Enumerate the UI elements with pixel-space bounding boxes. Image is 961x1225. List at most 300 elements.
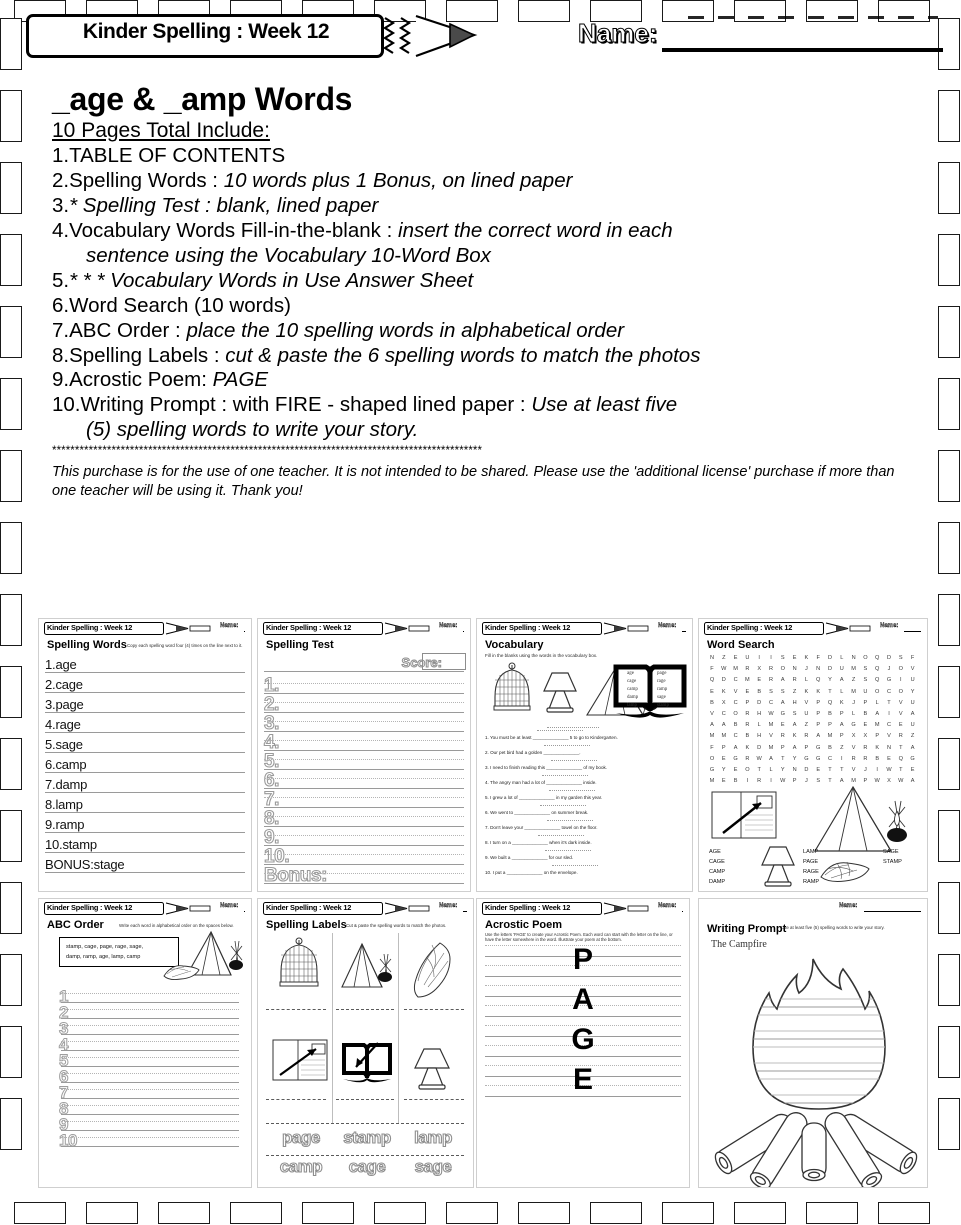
word-search-cell: S <box>769 688 773 695</box>
toc-item-emphasis: Use at least five <box>531 393 678 417</box>
word-search-cell: E <box>816 767 821 773</box>
word-search-cell: Z <box>722 655 726 661</box>
test-number: 9. <box>264 827 280 848</box>
vocab-box-word: damp <box>627 695 639 700</box>
vocab-blank-dotted <box>542 775 588 776</box>
word-search-cell: R <box>745 666 750 673</box>
word-search-cell: M <box>709 733 715 740</box>
write-line-dotted[interactable] <box>264 835 464 836</box>
word-search-cell: V <box>910 666 915 673</box>
word-search-word: STAMP <box>883 859 902 865</box>
abc-box-line-1: stamp, cage, page, rage, sage, <box>66 944 144 950</box>
write-line[interactable] <box>264 750 464 751</box>
vocab-box-word: stamp <box>657 703 669 708</box>
word-search-cell: E <box>733 767 738 773</box>
name-field-group[interactable] <box>578 12 943 60</box>
write-line[interactable] <box>45 852 245 853</box>
thumb-instruction: Cut & paste the spelling words to match the photos. <box>346 923 447 928</box>
word-search-cell: M <box>827 733 833 740</box>
word-search-cell: Q <box>816 677 821 684</box>
thumbnail-writing-prompt[interactable] <box>698 898 928 1188</box>
word-search-cell: H <box>757 733 762 740</box>
word-search-cell: O <box>745 767 750 773</box>
write-line[interactable] <box>264 693 464 694</box>
word-search-cell: G <box>709 767 715 773</box>
border-notch <box>590 1202 642 1224</box>
word-search-cell: X <box>721 699 726 706</box>
vocab-blank-dotted <box>547 727 599 728</box>
word-search-cell: U <box>863 688 868 695</box>
vocab-blank-dotted <box>552 865 598 866</box>
mini-pencil-tip-icon <box>826 623 872 634</box>
write-line-dotted[interactable] <box>61 993 239 994</box>
write-line-dotted[interactable] <box>264 873 464 874</box>
write-line[interactable] <box>264 712 464 713</box>
vocab-sentence: 8. I turn on a ______________ when it's dark inside. <box>485 840 592 845</box>
test-number: 8. <box>264 808 280 829</box>
write-line-dotted[interactable] <box>61 1105 239 1106</box>
word-search-cell: E <box>887 755 891 762</box>
word-search-cell: G <box>780 711 785 717</box>
thumbnail-spelling-words[interactable] <box>38 618 252 892</box>
thumbnail-spelling-labels[interactable] <box>257 898 474 1188</box>
write-line-dotted[interactable] <box>264 721 464 722</box>
word-search-cell: T <box>899 767 903 773</box>
write-line-dotted[interactable] <box>264 759 464 760</box>
word-search-cell: S <box>863 666 868 673</box>
border-notch <box>734 1202 786 1224</box>
spelling-word: 4.rage <box>45 717 81 732</box>
mini-header-title: Kinder Spelling : Week 12 <box>485 623 571 632</box>
spelling-word: 10.stamp <box>45 837 97 852</box>
word-search-cell: R <box>863 744 868 751</box>
word-search-cell: M <box>745 677 750 684</box>
word-search-cell: O <box>863 655 868 661</box>
write-line[interactable] <box>61 1018 239 1019</box>
word-search-cell: C <box>886 688 892 695</box>
vocab-sentence: 9. We built a ______________ for our sled. <box>485 855 574 860</box>
thumbnail-acrostic-poem[interactable] <box>476 898 690 1188</box>
word-search-cell: T <box>781 755 785 762</box>
toc-item <box>52 393 932 418</box>
write-line[interactable] <box>45 812 245 813</box>
write-line-dotted[interactable] <box>61 1073 239 1074</box>
word-search-cell: E <box>757 677 762 684</box>
toc-item-number: 1. <box>52 144 70 168</box>
cut-line <box>266 1123 464 1124</box>
write-line[interactable] <box>45 672 245 673</box>
word-search-cell: C <box>733 677 738 684</box>
vocab-blank-dotted <box>540 805 586 806</box>
border-notch <box>0 1026 22 1078</box>
toc-item-number: 10. <box>52 393 81 417</box>
label-word-card[interactable]: sage <box>414 1157 452 1176</box>
border-notch <box>0 378 22 430</box>
word-search-cell: C <box>886 722 892 729</box>
label-word-card[interactable]: camp <box>279 1157 323 1176</box>
write-line[interactable] <box>45 692 245 693</box>
thumb-instruction: Fill in the blanks using the words in the vocabulary box. <box>485 653 598 658</box>
write-line[interactable] <box>61 1114 239 1115</box>
sage-bundle-icon <box>817 857 873 883</box>
word-search-cell: A <box>710 722 714 729</box>
write-line[interactable] <box>61 1034 239 1035</box>
word-search-cell: X <box>863 733 868 740</box>
toc-item-number: 3. <box>52 194 70 218</box>
word-search-cell: W <box>874 778 880 785</box>
word-search-cell: E <box>792 655 797 661</box>
word-search-cell: E <box>733 655 738 661</box>
thumb-instruction: Use at least five (5) spelling words to write your story. <box>781 925 885 930</box>
write-line[interactable] <box>264 845 464 846</box>
word-search-cell: J <box>804 666 808 673</box>
label-word-card[interactable]: page <box>282 1128 320 1147</box>
write-line[interactable] <box>61 1082 239 1083</box>
word-search-cell: B <box>710 699 714 706</box>
word-search-cell: L <box>840 688 844 695</box>
word-search-cell: Y <box>721 767 726 773</box>
lamp-icon <box>539 669 581 715</box>
thumbnail-spelling-test[interactable] <box>257 618 471 892</box>
abc-number: 9 <box>59 1115 69 1134</box>
border-notch <box>938 594 960 646</box>
write-line[interactable] <box>61 1002 239 1003</box>
word-search-cell: G <box>886 677 892 684</box>
test-number: 1. <box>264 675 280 696</box>
write-line-dotted[interactable] <box>61 1089 239 1090</box>
write-line[interactable] <box>45 832 245 833</box>
word-search-cell: Q <box>827 699 833 706</box>
word-search-cell: L <box>875 699 879 706</box>
mini-name-line <box>682 911 683 912</box>
word-search-cell: K <box>804 655 809 661</box>
lamp-icon <box>410 1045 454 1093</box>
toc-item-text: Acrostic Poem: <box>69 368 213 392</box>
word-search-word: CAMP <box>709 869 726 875</box>
word-search-cell: B <box>733 778 738 785</box>
test-number: 7. <box>264 789 280 810</box>
word-search-cell: S <box>863 677 868 684</box>
word-search-word: AGE <box>709 849 721 855</box>
thumbnail-abc-order[interactable] <box>38 898 252 1188</box>
word-search-cell: X <box>757 666 762 673</box>
toc-item-text: ABC Order : <box>69 318 187 342</box>
word-search-cell: G <box>910 755 915 762</box>
toc-item-emphasis: * * * Vocabulary Words in Use Answer Sheet <box>69 268 474 292</box>
border-notch <box>938 738 960 790</box>
word-search-cell: S <box>898 655 903 661</box>
write-line-dotted[interactable] <box>264 740 464 741</box>
word-search-cell: J <box>863 767 867 773</box>
mini-name-label: Name: <box>220 903 239 909</box>
toc-item-emphasis: insert the correct word in each <box>398 219 673 243</box>
write-line-dotted[interactable] <box>61 1025 239 1026</box>
mini-header-title: Kinder Spelling : Week 12 <box>707 623 793 632</box>
spelling-word: 2.cage <box>45 677 83 692</box>
word-search-cell: L <box>769 767 773 773</box>
cut-line <box>266 1099 326 1100</box>
border-notch <box>938 522 960 574</box>
word-search-cell: W <box>721 666 727 673</box>
word-search-cell: Q <box>709 677 715 684</box>
write-line[interactable] <box>485 976 681 977</box>
border-notch <box>938 450 960 502</box>
word-search-cell: R <box>757 778 762 785</box>
birdcage-icon <box>276 937 322 991</box>
word-search-cell: A <box>910 711 915 717</box>
toc-item <box>52 368 932 393</box>
word-search-word: RAGE <box>803 869 819 875</box>
word-search-cell: A <box>910 778 915 785</box>
mini-pencil-tip-icon <box>604 903 650 914</box>
word-search-cell: I <box>888 711 890 717</box>
word-search-cell: Z <box>840 744 844 751</box>
word-search-cell: L <box>840 655 844 661</box>
word-search-cell: E <box>721 778 726 785</box>
word-search-cell: H <box>792 699 797 706</box>
word-search-cell: P <box>804 744 809 751</box>
spelling-word: 9.ramp <box>45 817 85 832</box>
border-notch <box>938 1026 960 1078</box>
page-header <box>18 8 943 70</box>
word-search-cell: P <box>721 744 726 751</box>
write-line-dotted[interactable] <box>264 702 464 703</box>
toc-item <box>52 319 932 344</box>
write-line[interactable] <box>45 872 245 873</box>
mini-name-line <box>864 911 921 912</box>
border-notch <box>0 162 22 214</box>
mini-pencil-tip-icon <box>385 903 431 914</box>
word-search-cell: T <box>840 767 844 773</box>
test-number: 4. <box>264 732 280 753</box>
word-search-cell: X <box>851 733 856 740</box>
toc-item <box>52 344 932 369</box>
word-search-cell: A <box>792 722 797 729</box>
label-word-card[interactable]: stamp <box>343 1128 391 1147</box>
word-search-cell: M <box>851 666 856 673</box>
cut-line <box>404 1099 464 1100</box>
border-notch <box>938 234 960 286</box>
write-line[interactable] <box>264 883 464 884</box>
border-notch <box>0 954 22 1006</box>
word-search-cell: S <box>792 711 797 717</box>
word-search-cell: R <box>863 755 868 762</box>
word-search-cell: O <box>709 755 715 762</box>
word-search-cell: E <box>745 688 750 695</box>
thumb-title: Writing Prompt <box>707 923 787 935</box>
write-line-dotted[interactable] <box>61 1121 239 1122</box>
write-line[interactable] <box>45 752 245 753</box>
vocab-sentence: 5. I grew a lot of ______________ in my garden this year. <box>485 795 603 800</box>
thumb-title: Vocabulary <box>485 639 544 651</box>
word-search-cell: M <box>709 778 715 785</box>
word-search-word: DAMP <box>709 879 726 885</box>
vocab-sentence: 2. Our pet bird had a golden ______________. <box>485 750 581 755</box>
vocab-sentence: 10. I put a ______________ on the envelope. <box>485 870 578 875</box>
thumb-title: Spelling Words <box>47 639 127 651</box>
write-line-dotted[interactable] <box>264 778 464 779</box>
vocab-blank-dotted <box>538 835 584 836</box>
write-line-dotted[interactable] <box>264 797 464 798</box>
word-search-cell: W <box>780 778 786 785</box>
name-write-line[interactable] <box>662 48 943 52</box>
page-arrow-icon <box>711 791 777 839</box>
word-search-cell: O <box>898 688 903 695</box>
word-search-cell: J <box>887 666 891 673</box>
toc-item <box>52 269 932 294</box>
cut-line <box>404 1009 464 1010</box>
abc-number: 10 <box>59 1131 78 1150</box>
write-line[interactable] <box>485 1096 681 1097</box>
mini-header-title: Kinder Spelling : Week 12 <box>266 623 352 632</box>
spelling-word: 1.age <box>45 657 77 672</box>
word-search-cell: P <box>816 711 821 717</box>
thumb-mini-header <box>44 622 247 637</box>
spelling-word: 8.lamp <box>45 797 83 812</box>
open-book-wordbox-icon <box>611 661 689 719</box>
border-notch <box>0 450 22 502</box>
toc-item-emphasis: * Spelling Test : blank, lined paper <box>69 194 379 218</box>
word-search-cell: R <box>768 666 774 673</box>
write-line[interactable] <box>61 1050 239 1051</box>
toc-item-number: 4. <box>52 219 70 243</box>
word-search-cell: K <box>804 688 809 695</box>
write-line[interactable] <box>61 1146 239 1147</box>
word-search-cell: K <box>745 744 750 751</box>
thumb-title: Spelling Test <box>266 639 334 651</box>
write-line-dotted[interactable] <box>61 1057 239 1058</box>
write-line[interactable] <box>61 1130 239 1131</box>
word-search-cell: I <box>746 778 749 785</box>
write-line[interactable] <box>485 1056 681 1057</box>
toc-item-emphasis: cut & paste the 6 spelling words to match the photos <box>225 343 701 367</box>
word-search-cell: U <box>839 666 844 673</box>
write-line[interactable] <box>45 732 245 733</box>
write-line[interactable] <box>264 788 464 789</box>
birdcage-icon <box>491 663 533 715</box>
write-line[interactable] <box>45 772 245 773</box>
thumb-title: Spelling Labels <box>266 919 347 931</box>
write-line[interactable] <box>61 1098 239 1099</box>
mini-name-label: Name: <box>839 903 858 909</box>
thumb-mini-header <box>44 902 247 917</box>
license-note: This purchase is for the use of one teacher. It is not intended to be shared. Please use the 'additional license' purchase if more than one teacher will be using it. Thank you! <box>52 463 895 499</box>
word-search-cell: Y <box>792 755 797 762</box>
write-line[interactable] <box>264 769 464 770</box>
toc-item <box>52 144 932 169</box>
test-number: 5. <box>264 751 280 772</box>
word-search-cell: R <box>745 711 750 717</box>
write-line-dotted[interactable] <box>264 854 464 855</box>
write-line-dotted[interactable] <box>264 816 464 817</box>
write-line-dotted[interactable] <box>61 1009 239 1010</box>
word-search-cell: G <box>816 744 821 751</box>
word-search-cell: W <box>756 755 762 762</box>
write-line[interactable] <box>264 731 464 732</box>
vocab-box-word: age <box>627 671 634 676</box>
sage-bundle-icon <box>406 939 456 1001</box>
label-word-card[interactable]: cage <box>348 1157 386 1176</box>
word-search-cell: V <box>769 733 773 740</box>
label-word-card[interactable]: lamp <box>414 1128 452 1147</box>
word-search-cell: A <box>769 755 773 762</box>
write-line[interactable] <box>264 671 464 672</box>
word-search-cell: N <box>709 655 715 661</box>
word-search-cell: T <box>887 699 891 706</box>
page-arrow-icon <box>272 1039 328 1081</box>
write-line[interactable] <box>264 807 464 808</box>
word-search-cell: A <box>780 677 785 684</box>
write-line[interactable] <box>45 792 245 793</box>
mini-name-label: Name: <box>658 623 677 629</box>
word-search-cell: P <box>816 722 821 729</box>
toc-item-emphasis: (5) spelling words to write your story. <box>86 418 419 442</box>
border-notch <box>0 306 22 358</box>
thumb-title: ABC Order <box>47 919 104 931</box>
border-notch <box>938 810 960 862</box>
word-search-cell: Y <box>780 767 785 773</box>
word-search-cell: D <box>721 677 726 684</box>
write-line-dotted[interactable] <box>61 1041 239 1042</box>
preview-thumbnails <box>38 618 928 1186</box>
word-search-cell: G <box>851 722 856 729</box>
spelling-word: BONUS:stage <box>45 857 125 872</box>
word-search-cell: U <box>910 677 915 684</box>
vocab-blank-dotted <box>551 760 597 761</box>
abc-number: 6 <box>59 1067 69 1086</box>
write-line[interactable] <box>61 1066 239 1067</box>
write-line[interactable] <box>45 712 245 713</box>
border-notch <box>938 954 960 1006</box>
word-search-cell: P <box>839 733 844 740</box>
word-search-cell: U <box>745 655 750 661</box>
word-search-cell: Z <box>792 688 797 695</box>
word-search-cell: N <box>816 666 821 673</box>
spelling-word: 5.sage <box>45 737 83 752</box>
word-search-cell: I <box>876 767 878 773</box>
toc-item-number: 7. <box>52 318 70 342</box>
word-search-cell: K <box>721 688 726 695</box>
word-search-cell: Z <box>851 677 856 684</box>
score-input-box[interactable] <box>422 653 466 670</box>
word-search-cell: Q <box>875 655 880 661</box>
writing-prompt-subject: The Campfire <box>711 939 767 950</box>
word-search-cell: M <box>721 733 727 740</box>
name-label: Name: <box>578 18 658 48</box>
word-search-cell: P <box>863 778 868 785</box>
word-search-cell: J <box>852 699 855 706</box>
write-line[interactable] <box>485 1016 681 1017</box>
border-notch <box>446 1202 498 1224</box>
table-of-contents <box>52 144 932 443</box>
write-line[interactable] <box>264 826 464 827</box>
border-notch <box>878 1202 930 1224</box>
write-line-dotted[interactable] <box>61 1137 239 1138</box>
mini-name-line <box>244 631 245 632</box>
vocab-sentence: 4. The angry man had a lot of ______________ inside. <box>485 780 597 785</box>
thumbnail-vocabulary[interactable] <box>476 618 693 892</box>
mini-header-title: Kinder Spelling : Week 12 <box>47 623 133 632</box>
word-search-cell: P <box>745 699 750 706</box>
write-line-dotted[interactable] <box>264 683 464 684</box>
word-search-cell: K <box>792 733 797 740</box>
border-notch <box>518 1202 570 1224</box>
thumbnail-word-search[interactable] <box>698 618 928 892</box>
word-search-cell: H <box>757 711 762 717</box>
word-search-cell: S <box>780 655 785 661</box>
mini-name-line <box>682 631 686 632</box>
word-search-cell: D <box>827 666 833 673</box>
